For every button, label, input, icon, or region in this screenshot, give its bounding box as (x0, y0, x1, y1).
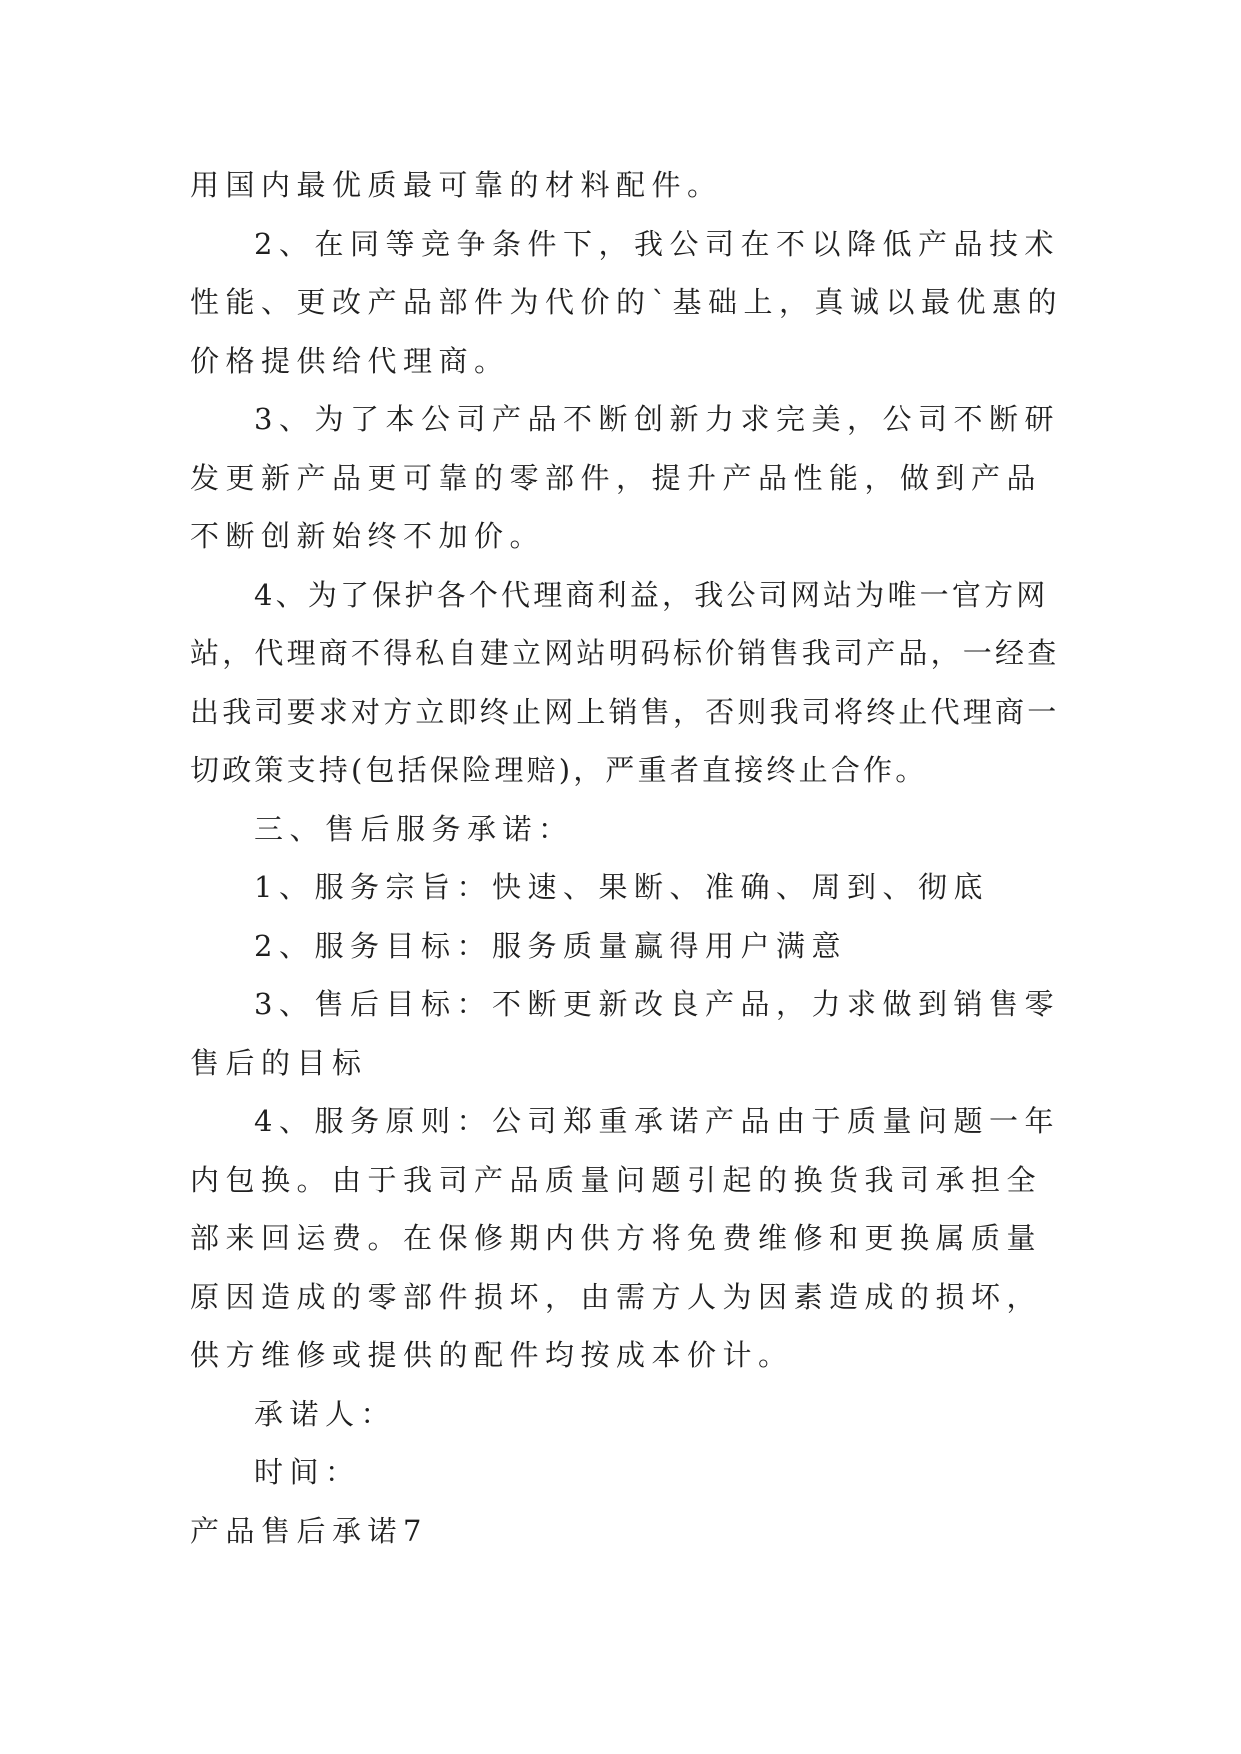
after-sales-goal: 3、售后目标：不断更新改良产品，力求做到销售零售后的目标 (190, 987, 1060, 1080)
paragraph-item-3: 3、为了本公司产品不断创新力求完美，公司不断研发更新产品更可靠的零部件，提升产品性能，做到产品不断创新始终不加价。 (190, 402, 1060, 553)
date-label: 时间： (254, 1455, 361, 1489)
paragraph-continuation: 用国内最优质最可靠的材料配件。 (190, 168, 723, 202)
section-title: 产品售后承诺7 (190, 1513, 428, 1548)
service-purpose: 1、服务宗旨：快速、果断、准确、周到、彻底 (254, 870, 989, 904)
paragraph-item-4: 4、为了保护各个代理商利益，我公司网站为唯一官方网站，代理商不得私自建立网站明码标价销售我司产品，一经查出我司要求对方立即终止网上销售，否则我司将终止代理商一切政策支持(包括保险理赔)，严重者直接终止合作。 (190, 577, 1060, 787)
service-goal: 2、服务目标：服务质量赢得用户满意 (254, 928, 847, 963)
document-body (190, 156, 1070, 1560)
service-principle: 4、服务原则：公司郑重承诺产品由于质量问题一年内包换。由于我司产品质量问题引起的换货我司承担全部来回运费。在保修期内供方将免费维修和更换属质量原因造成的零部件损坏，由需方人为因素造成的损坏，供方维修或提供的配件均按成本价计。 (190, 1104, 1060, 1372)
promisor-label: 承诺人： (254, 1396, 397, 1431)
section-heading-after-sales: 三、售后服务承诺： (254, 811, 574, 846)
paragraph-item-2: 2、在同等竞争条件下，我公司在不以降低产品技术性能、更改产品部件为代价的`基础上，真诚以最优惠的价格提供给代理商。 (190, 226, 1064, 378)
